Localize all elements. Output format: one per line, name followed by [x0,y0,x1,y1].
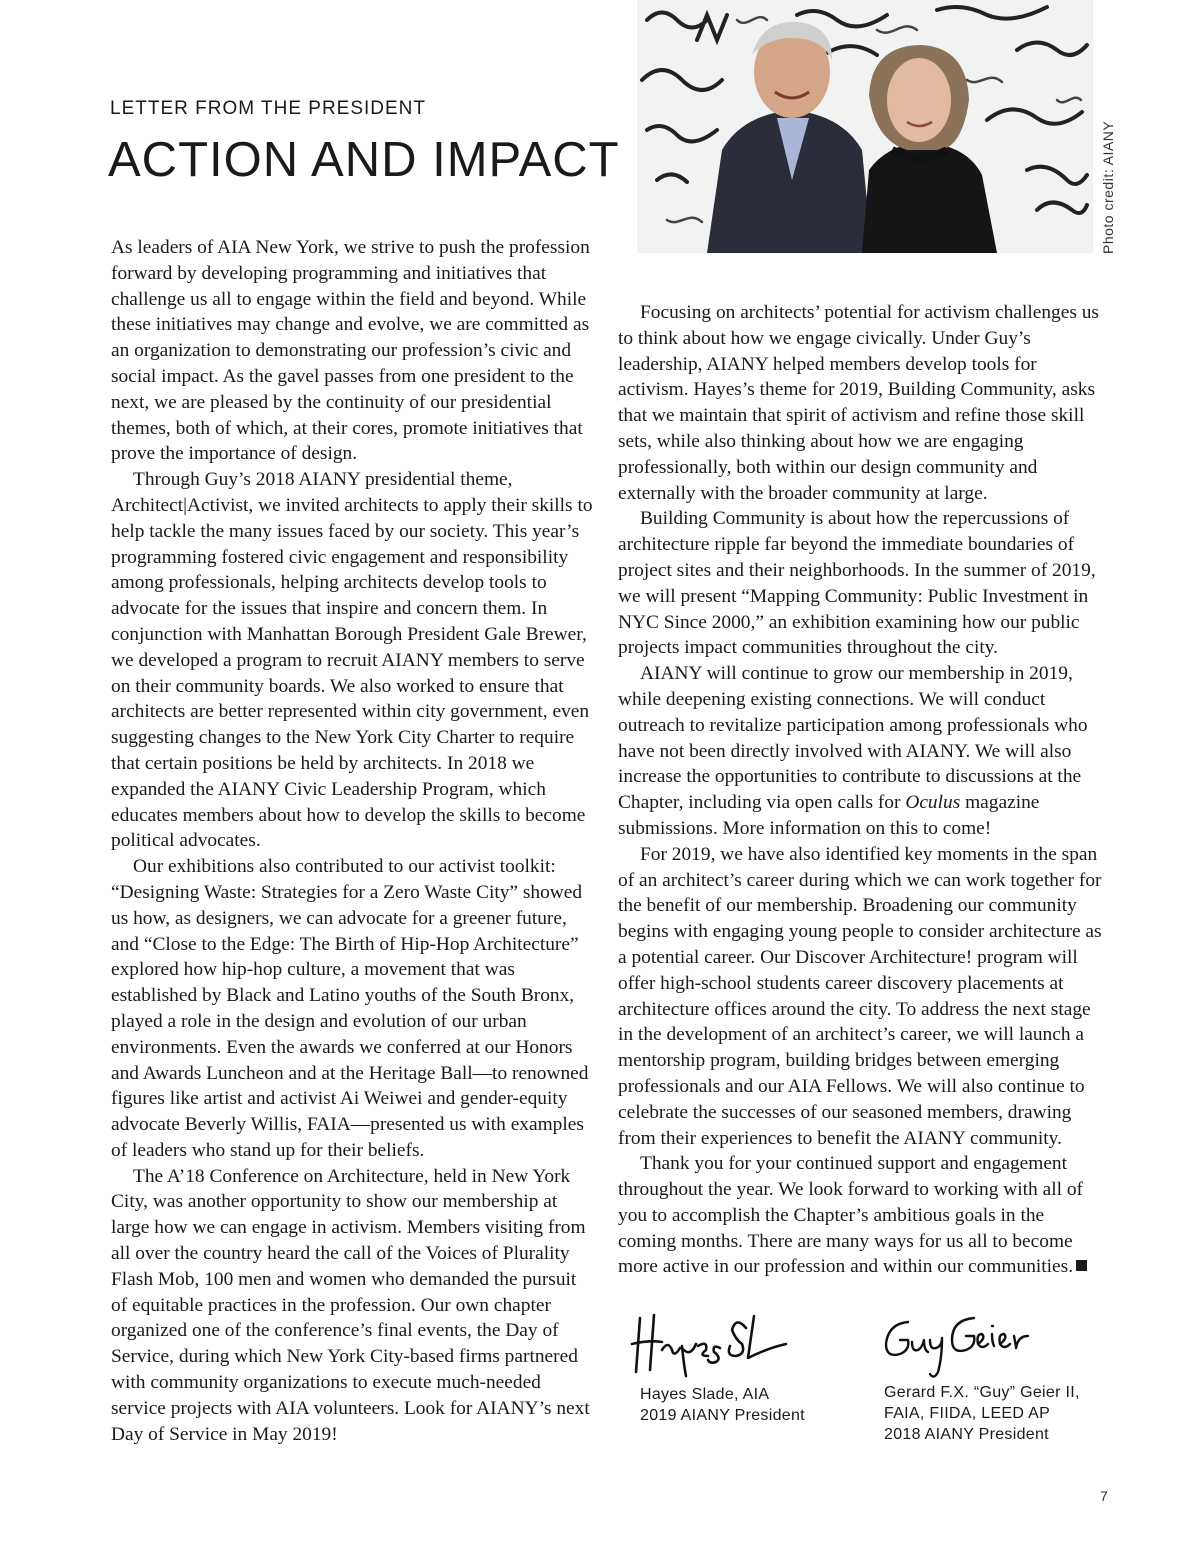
section-kicker: LETTER FROM THE PRESIDENT [110,98,427,119]
signer-credentials: FAIA, FIIDA, LEED AP [884,1405,1051,1422]
paragraph: Through Guy’s 2018 AIANY presidential theme, Architect|Activist, we invited architects to apply their skills to help tackle the many issues faced by our society. This year’s programming fostered civic engagement and responsibility among professionals, helping architects develop tools to advocate for the issues that inspire and concern them. In conjunction with Manhattan Borough President Gale Brewer, we developed a program to recruit AIANY members to serve on their community boards. We also worked to ensure that architects are better represented within city government, even suggesting changes to the New York City Charter to require that certain positions be held by architects. In 2018 we expanded the AIANY Civic Leadership Program, which educates members about how to develop the skills to become political advocates. [111,469,593,852]
hayes-signature [628,1310,788,1380]
paragraph: As leaders of AIA New York, we strive to push the profession forward by developing programming and initiatives that challenge us all to engage within the field and beyond. While these initiatives may change and evolve, we are committed as an organization to demonstrating our profession’s civic and social impact. As the gavel passes from one president to the next, we are pleased by the continuity of our presidential themes, both of which, at their cores, promote initiatives that prove the importance of design. [111,237,590,465]
signer-name: Hayes Slade, AIA [640,1386,770,1403]
photo-credit: Photo credit: AIANY [1100,120,1116,254]
signer-title: 2018 AIANY President [884,1426,1049,1443]
paragraph-text: Thank you for your continued support and engagement throughout the year. We look forward to working with all of you to accomplish the Chapter’s ambitious goals in the coming months. There are many ways for us all to become more active in our profession and within our communities. [618,1153,1083,1278]
paragraph: Our exhibitions also contributed to our activist toolkit: “Designing Waste: Strategies for a Zero Waste City” showed us how, as designers, we can advocate for a greener future, and “Close to the Edge: The Birth of Hip-Hop Architecture” explored how hip-hop culture, a movement that was established by Black and Latino youths of the South Bronx, played a role in the design and evolution of our urban environments. Even the awards we conferred at our Honors and Awards Luncheon and at the Heritage Ball—to renowned figures like artist and activist Ai Weiwei and gender-equity advocate Beverly Willis, FAIA—presented us with examples of leaders who stand up for their beliefs. [111,856,589,1161]
paragraph: Focusing on architects’ potential for activism challenges us to think about how we engage civically. Under Guy’s leadership, AIANY helped members develop tools for activism. Hayes’s theme for 2019, Building Community, asks that we maintain that spirit of activism and refine those skill sets, while also thinking about how we are engaging professionally, both within our design community and externally with the broader community at large. [618,302,1099,504]
signer-title: 2019 AIANY President [640,1407,805,1424]
presidents-photo [637,0,1093,253]
signer-name: Gerard F.X. “Guy” Geier II, [884,1384,1080,1401]
photo-illustration [637,0,1093,253]
paragraph: Building Community is about how the repercussions of architecture ripple far beyond the immediate boundaries of project sites and their neighborhoods. In the summer of 2019, we will present “Mapping Community: Public Investment in NYC Since 2000,” an exhibition examining how our public projects impact communities throughout the city. [618,508,1096,659]
paragraph-text: magazine submissions. More information on this to come! [618,792,1040,839]
paragraph: For 2019, we have also identified key moments in the span of an architect’s career during which we can work together for the benefit of our membership. Broadening our community begins with engaging young people to consider architecture as a potential career. Our Discover Architecture! program will offer high-school students career discovery placements at architecture offices around the city. To address the next stage in the development of an architect’s career, we will launch a mentorship program, building bridges between emerging professionals and our AIA Fellows. We will also continue to celebrate the successes of our seasoned members, drawing from their experiences to benefit the AIANY community. [618,843,1102,1149]
magazine-title: Oculus [905,792,961,814]
paragraph: The A’18 Conference on Architecture, held in New York City, was another opportunity to show our membership at large how we can engage in activism. Members visiting from all over the country heard the call of the Voices of Plurality Flash Mob, 100 men and women who demanded the pursuit of equitable practices in the profession. Our own chapter organized one of the conference’s final events, the Day of Service, during which New York City-based firms partnered with community organizations to execute much-needed service projects with AIA volunteers. Look for AIANY’s next Day of Service in May 2019! [111,1165,590,1445]
page-number: 7 [1100,1488,1108,1504]
article-left-column [111,235,593,1447]
signature-block-hayes [640,1384,805,1426]
signature-block-guy [884,1382,1080,1445]
article-right-column [618,300,1104,1280]
paragraph [618,661,1104,842]
page-title: ACTION AND IMPACT [108,133,620,187]
end-mark [1076,1260,1087,1271]
paragraph-text: AIANY will continue to grow our membership in 2019, while deepening existing connections. We will conduct outreach to revitalize participation among professionals who have not been directly involved with AIANY. We will also increase the opportunities to contribute to discussions at the Chapter, including via open calls for [618,663,1088,814]
guy-signature [878,1310,1038,1380]
paragraph [618,1151,1104,1280]
